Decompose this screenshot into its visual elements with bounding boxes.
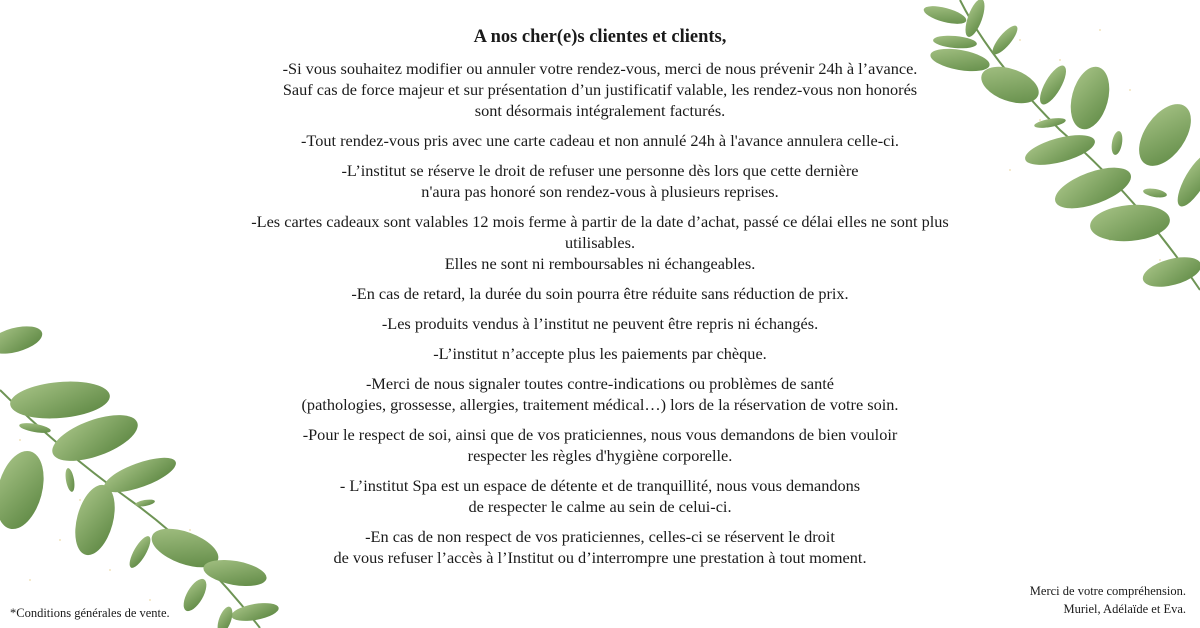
conditions-note: *Conditions générales de vente. — [10, 606, 170, 620]
signature-text: Muriel, Adélaïde et Eva. — [1063, 602, 1186, 616]
policy-line: de respecter le calme au sein de celui-ci. — [468, 497, 732, 516]
policy-line: sont désormais intégralement facturés. — [474, 101, 726, 120]
signature-block — [1030, 582, 1186, 618]
policy-line: -Les cartes cadeaux sont valables 12 mois ferme à partir de la date d’achat, passé ce délai elles ne sont plus — [251, 212, 949, 231]
policy-paragraph — [200, 313, 1000, 334]
policy-paragraph — [200, 283, 1000, 304]
policy-list — [200, 58, 1000, 568]
policy-paragraph — [200, 130, 1000, 151]
policy-line: (pathologies, grossesse, allergies, traitement médical…) lors de la réservation de votre soin. — [301, 395, 899, 414]
speckles — [9, 439, 191, 601]
policy-line: respecter les règles d'hygiène corporelle. — [467, 446, 733, 465]
policy-paragraph — [200, 526, 1000, 568]
policy-line: -En cas de non respect de vos praticiennes, celles-ci se réservent le droit — [365, 527, 835, 546]
policy-line: utilisables. — [564, 233, 636, 252]
policy-paragraph — [200, 58, 1000, 121]
page-title: A nos cher(e)s clientes et clients, — [473, 27, 727, 47]
policy-line: de vous refuser l’accès à l’Institut ou d’interrompre une prestation à tout moment. — [333, 548, 867, 567]
policy-paragraph — [200, 475, 1000, 517]
policy-line: -Pour le respect de soi, ainsi que de vos praticiennes, nous vous demandons de bien vouloir — [302, 425, 898, 444]
policy-paragraph — [200, 424, 1000, 466]
policy-line: -Merci de nous signaler toutes contre-indications ou problèmes de santé — [366, 374, 834, 393]
policy-paragraph — [200, 160, 1000, 202]
policy-line: Sauf cas de force majeur et sur présentation d’un justificatif valable, les rendez-vous non honorés — [282, 80, 918, 99]
thanks-text: Merci de votre compréhension. — [1029, 584, 1186, 598]
policy-line: -L’institut n’accepte plus les paiements par chèque. — [433, 344, 767, 363]
notice-content — [200, 24, 1000, 577]
policy-line: -Si vous souhaitez modifier ou annuler votre rendez-vous, merci de nous prévenir 24h à l’avance. — [282, 59, 918, 78]
policy-line: -Les produits vendus à l’institut ne peuvent être repris ni échangés. — [381, 314, 819, 333]
policy-line: Elles ne sont ni remboursables ni échangeables. — [444, 254, 756, 273]
speckles — [999, 29, 1181, 261]
policy-line: n'aura pas honoré son rendez-vous à plusieurs reprises. — [421, 182, 779, 201]
policy-line: -L’institut se réserve le droit de refuser une personne dès lors que cette dernière — [341, 161, 859, 180]
policy-line: -En cas de retard, la durée du soin pourra être réduite sans réduction de prix. — [351, 284, 849, 303]
policy-paragraph — [200, 343, 1000, 364]
policy-line: -Tout rendez-vous pris avec une carte cadeau et non annulé 24h à l'avance annulera celle-ci. — [300, 131, 900, 150]
policy-paragraph — [200, 211, 1000, 274]
policy-line: - L’institut Spa est un espace de détente et de tranquillité, nous vous demandons — [339, 476, 861, 495]
policy-paragraph — [200, 373, 1000, 415]
